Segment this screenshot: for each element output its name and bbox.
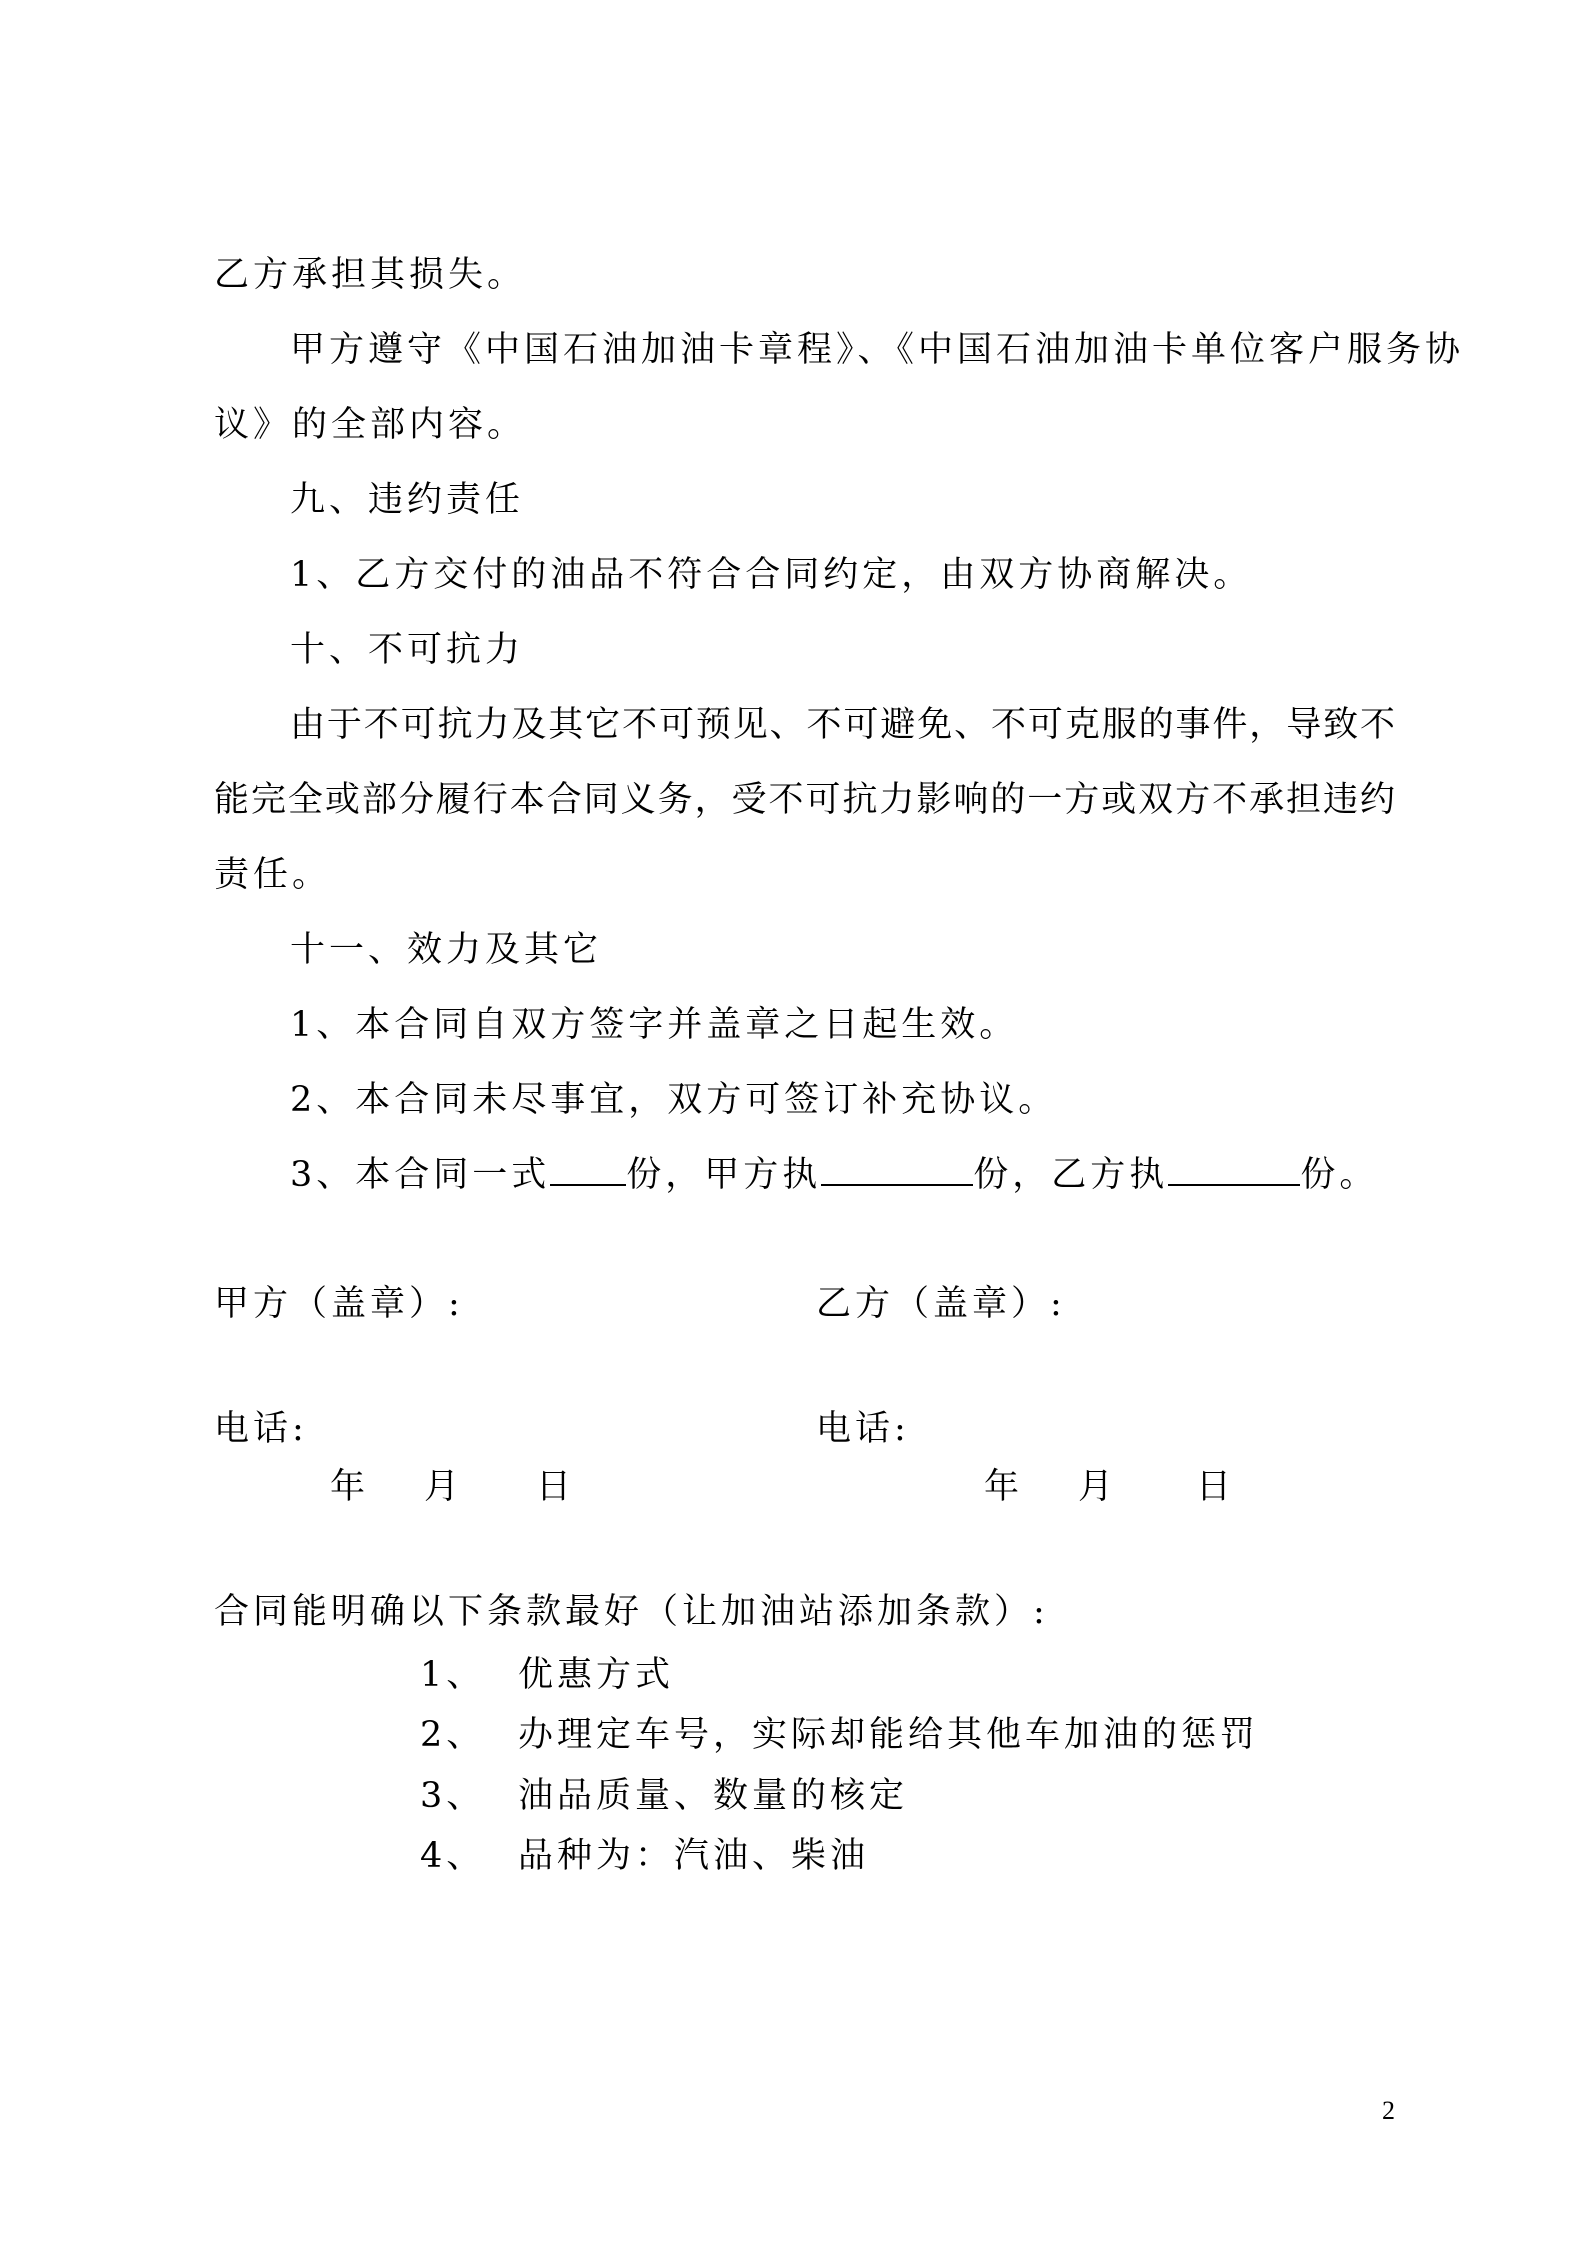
note-item-text: 优惠方式: [518, 1655, 675, 1695]
clause: 1、乙方交付的油品不符合合同约定，由双方协商解决。: [290, 555, 1253, 595]
party-a-month-label: 月: [424, 1467, 464, 1507]
party-b-day-label: 日: [1196, 1467, 1236, 1507]
text-line: 甲方遵守《中国石油加油卡章程》、《中国石油加油卡单位客户服务协: [290, 330, 1465, 370]
text-line: 能完全或部分履行本合同义务，受不可抗力影响的一方或双方不承担违约: [214, 780, 1395, 820]
party-b-year-label: 年: [984, 1467, 1024, 1507]
clause-copies: [290, 1155, 1379, 1195]
note-item-number: 2、: [420, 1715, 486, 1755]
blank-total-copies[interactable]: [550, 1160, 626, 1186]
copies-text-2: 份，甲方执: [626, 1155, 822, 1195]
party-b-seal-label: 乙方（盖章）:: [816, 1284, 1066, 1324]
note-item-number: 1、: [420, 1655, 486, 1695]
section-heading: 九、违约责任: [290, 480, 525, 520]
note-item-text: 品种为：汽油、柴油: [518, 1836, 870, 1876]
note-item-text: 办理定车号，实际却能给其他车加油的惩罚: [518, 1715, 1260, 1755]
party-a-phone-label: 电话:: [214, 1409, 308, 1449]
note-item-number: 3、: [420, 1776, 486, 1816]
party-a-year-label: 年: [330, 1467, 370, 1507]
section-heading: 十一、效力及其它: [290, 930, 603, 970]
clause: 1、本合同自双方签字并盖章之日起生效。: [290, 1005, 1019, 1045]
section-heading: 十、不可抗力: [290, 630, 525, 670]
party-b-phone-label: 电话:: [816, 1409, 910, 1449]
blank-party-a-copies[interactable]: [821, 1160, 973, 1186]
note-item-text: 油品质量、数量的核定: [518, 1776, 909, 1816]
copies-text-1: 3、本合同一式: [290, 1155, 551, 1195]
page-number: 2: [1382, 2096, 1395, 2125]
text-line: 责任。: [214, 855, 332, 895]
party-a-day-label: 日: [536, 1467, 576, 1507]
copies-text-4: 份。: [1300, 1155, 1379, 1195]
party-a-seal-label: 甲方（盖章）:: [214, 1284, 464, 1324]
blank-party-b-copies[interactable]: [1168, 1160, 1300, 1186]
notes-title: 合同能明确以下条款最好（让加油站添加条款）:: [214, 1592, 1049, 1632]
text-line: 由于不可抗力及其它不可预见、不可避免、不可克服的事件，导致不: [290, 705, 1395, 745]
clause: 2、本合同未尽事宜，双方可签订补充协议。: [290, 1080, 1058, 1120]
copies-text-3: 份，乙方执: [973, 1155, 1169, 1195]
text-line: 议》的全部内容。: [214, 405, 527, 445]
text-line: 乙方承担其损失。: [214, 255, 527, 295]
note-item-number: 4、: [420, 1836, 486, 1876]
party-b-month-label: 月: [1078, 1467, 1118, 1507]
